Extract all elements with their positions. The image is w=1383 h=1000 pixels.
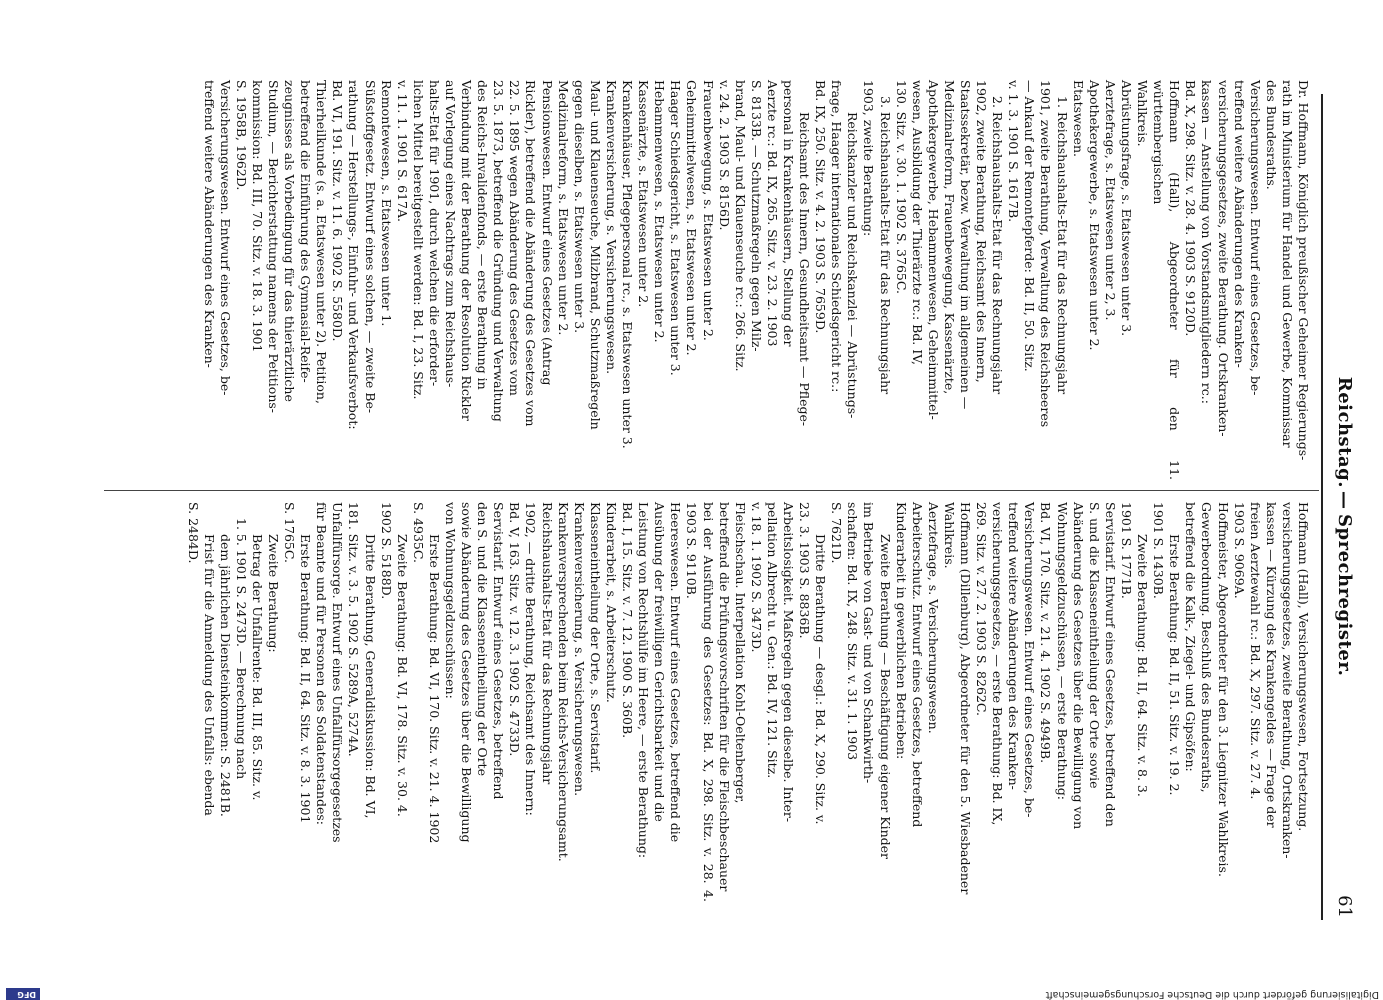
text-line: treffend weitere Abänderungen des Kranken- (1006, 502, 1022, 790)
text-line: dem jährlichen Diensteinkommen: S. 2481B. (217, 534, 233, 817)
text-line: Hoffmann (Hall), Versicherungswesen, Fortsetzung. (1296, 502, 1311, 832)
text-line: Gewerbeordnung. Beschluß des Bundesraths, (1199, 502, 1215, 793)
text-line: Erste Berathung: Bd. II, 51. Sitz. v. 19. 2. (1167, 534, 1183, 796)
text-line: 181. Sitz. v. 3. 5. 1902 S. 5289A, 5274A. (346, 502, 362, 757)
text-line: Wahlkreis. (1135, 80, 1151, 147)
text-line: Dritte Berathung, Generaldiskussion: Bd. VI, (362, 534, 378, 819)
text-line: Krankenhäuser, Pflegepersonal rc., s. Etatswesen unter 3. (620, 80, 636, 449)
text-line: Arbeiterschutz. Entwurf eines Gesetzes, betreffend (909, 502, 925, 828)
text-line: für Beamte und für Personen des Soldatenstandes: (314, 502, 330, 826)
text-line: 1902 S. 5188D. (378, 502, 394, 600)
text-line: den S. und die Klasseneintheilung der Orte (475, 502, 491, 776)
text-line: 1902, zweite Berathung, Reichsamt des Innern, (974, 80, 990, 383)
text-line: pellation Albrecht u. Gen.: Bd. IV, 121. Sitz. (764, 502, 780, 779)
text-line: Reichshaushalts-Etat für das Rechnungsjahr (539, 502, 555, 785)
text-line: zeugnisses als Vorbedingung für das thierärztliche (282, 80, 298, 402)
text-line: Arbeitslosigkeit. Maßregeln gegen dieselbe. Inter- (781, 502, 796, 823)
text-line: Betrag der Unfallrente: Bd. III, 85. Sitz. v. (249, 534, 265, 801)
text-line: brand, Maul- und Klauenseuche rc.: 266. Sitz. (732, 80, 748, 372)
text-line: Kinderarbeit, s. Arbeiterschutz. (603, 502, 619, 703)
text-line: Remontewesen, s. Etatswesen unter 1. (378, 80, 394, 327)
text-line: 1901 S. 1430B. (1151, 502, 1167, 599)
text-line: S. 2484D. (185, 502, 201, 564)
text-line: Aerztefrage, s. Versicherungswesen. (925, 502, 941, 734)
text-line: auf Vorlegung eines Nachtrags zum Reichshaus- (443, 80, 459, 388)
text-line: rathung — Herstellungs-, Einfuhr- und Verkaufsverbot: (346, 80, 362, 430)
text-line: 1. Reichshaushalts-Etat für das Rechnungsjahr (1054, 96, 1070, 395)
text-line: kassen — Kürzung des Krankengeldes — Frage der (1263, 502, 1279, 828)
text-line: Dritte Berathung — desgl.: Bd. X, 290. Sitz. v. (813, 534, 829, 825)
text-line: Wahlkreis. (941, 502, 957, 569)
text-line: personal in Krankenhäusern, Stellung der (781, 80, 796, 347)
text-line: Zweite Berathung: (266, 534, 281, 653)
text-line: wesen, Ausbildung der Thierärzte rc.: Bd. IV, (909, 80, 925, 366)
text-line: S. 4935C. (410, 502, 426, 563)
text-line: Kinderarbeit in gewerblichen Betrieben: (893, 502, 909, 760)
text-line: Apothekergewerbe, s. Etatswesen unter 2. (1086, 80, 1102, 351)
text-line: Zweite Berathung — Beschäftigung eigener Kinder (877, 534, 893, 859)
header-left: Reichstag. (1334, 376, 1355, 488)
text-line: 130. Sitz. v. 30. 1. 1902 S. 3765C. (893, 80, 909, 294)
text-line: Frist für die Anmeldung des Unfalls: ebenda (201, 534, 217, 816)
text-line: Rickler), betreffend die Abänderung des Gesetzes vom (523, 80, 539, 427)
text-line: Aerzte rc.: Bd. IX, 265. Sitz. v. 23. 2. 1903 (764, 80, 780, 347)
text-line: Thierheilkunde (s. a. Etatswesen unter 2). Petition, (314, 80, 330, 404)
text-line: Aerztefrage, s. Etatswesen unter 2, 3. (1102, 80, 1118, 321)
text-line: Frauenbewegung, s. Etatswesen unter 2. (700, 80, 716, 341)
text-line: Dr. Hoffmann, Königlich preußischer Geheimer Regierungs- (1296, 80, 1311, 461)
text-line: 23. 3. 1903 S. 8836B. (797, 502, 813, 639)
text-line: Staatssekretär, bezw. Verwaltung im allgemeinen — (958, 80, 974, 410)
text-line: 1903 S. 9069A. (1231, 502, 1247, 599)
text-line: 1902, — dritte Berathung, Reichsamt des Innern: (523, 502, 539, 816)
text-line: Abrüstungsfrage, s. Etatswesen unter 3. (1118, 80, 1134, 337)
page-number: 61 (1334, 895, 1355, 918)
text-line: Maul- und Klauenseuche, Milzbrand, Schutzmaßregeln (587, 80, 603, 430)
text-line: Unfallfürsorge. Entwurf eines Unfallfürsorgegesetzes (330, 502, 346, 843)
left-column (201, 80, 1311, 480)
text-line: von Wohnungsgeldzuschüssen: (443, 502, 459, 699)
text-line: Bd. VI, 170. Sitz. v. 21. 4. 1902 S. 4949B. (1038, 502, 1054, 764)
text-line: Verbindung mit der Berathung der Resolution Rickler (459, 80, 475, 421)
text-line: Fleischschau. Interpellation Kohl-Oeltenberger, (732, 502, 748, 804)
text-line: Versicherungswesen. Entwurf eines Gesetzes, be- (217, 80, 233, 396)
text-line: v. 11. 1. 1901 S. 617A. (394, 80, 410, 222)
text-line: 1. 5. 1901 S. 2473D. — Berechnung nach (233, 518, 249, 780)
text-line: Krankenversicherung, s. Versicherungswesen. (603, 80, 619, 375)
text-line: v. 1. 3. 1901 S. 1617B. (1006, 80, 1022, 223)
text-line: Zweite Berathung: Bd. II, 64. Sitz. v. 8. 3. (1135, 534, 1151, 797)
text-line: S. 8133B. — Schutzmaßregeln gegen Milz- (748, 80, 764, 352)
column-separator (104, 490, 1319, 491)
text-line: Kassenärzte, s. Etatswesen unter 2. (636, 80, 652, 308)
text-line: Geheimmittelwesen, s. Etatswesen unter 2. (684, 80, 700, 356)
text-line: Reichskanzler und Reichskanzlei — Abrüstungs- (845, 112, 861, 419)
text-line: rath im Ministerium für Handel und Gewerbe, Kommissar (1279, 80, 1295, 448)
text-line: Medizinalreform, s. Etatswesen unter 2. (555, 80, 571, 336)
text-line: Ausübung der freiwilligen Gerichtsbarkeit und die (652, 502, 668, 822)
text-line: Haager Schiedsgericht, s. Etatswesen unter 3. (668, 80, 684, 376)
text-line: des Reichs-Invalidenfonds, — erste Berathung in (475, 80, 491, 390)
text-line: Hebammenwesen, s. Etatswesen unter 2. (652, 80, 668, 343)
text-line: S. 7621D. (829, 502, 845, 564)
text-line: 23. 5. 1873, betreffend die Gründung und Verwaltung (491, 80, 507, 422)
text-line: schaften: Bd. IX, 248. Sitz. v. 31. 1. 1903 (845, 502, 861, 761)
text-line: Hoffmann (Dillenburg), Abgeordneter für den 5. Wiesbadener (958, 502, 974, 895)
text-line: treffend weitere Abänderungen des Kranken- (201, 80, 217, 368)
text-line: 2. Reichshaushalts-Etat für das Rechnungsjahr (990, 96, 1006, 395)
text-line: 1901, zweite Berathung, Verwaltung des Reichsheeres (1038, 80, 1054, 428)
text-line: Krankenversprechenden beim Reichs-Versicherungsamt. (555, 502, 571, 862)
text-line: 3. Reichshaushalts-Etat für das Rechnungsjahr (877, 96, 893, 395)
text-line: 1903, zweite Berathung: (861, 80, 877, 237)
text-line: versicherungsgesetzes, — erste Berathung: Bd. IX, (990, 502, 1006, 826)
text-line: versicherungsgesetzes, zweite Berathung, Ortskranken- (1279, 502, 1295, 859)
text-line: 269. Sitz. v. 27. 2. 1903 S. 8262C. (974, 502, 990, 716)
text-line: Hoffmeister, Abgeordneter für den 3. Liegnitzer Wahlkreis. (1215, 502, 1231, 877)
text-line: Apothekergewerbe, Hebammenwesen, Geheimmittel- (925, 80, 941, 420)
text-line: Krankenversicherung, s. Versicherungswesen. (571, 502, 587, 797)
text-line: v. 24. 2. 1903 S. 8156D. (716, 80, 732, 231)
text-line: freien Aerztewahl rc.: Bd. X, 297. Sitz. v. 27. 4. (1247, 502, 1263, 800)
text-line: Hoffmann (Hall), Abgeordneter für den 11. württembergischen (1151, 80, 1183, 480)
text-line: betreffend die Kalk-, Ziegel- und Gipsöfen: (1183, 502, 1199, 772)
text-line: Servistarif. Entwurf eines Gesetzes, betreffend (491, 502, 507, 800)
side-strip (0, 988, 1383, 1000)
text-line: Servistarif. Entwurf eines Gesetzes, betreffend den (1102, 502, 1118, 827)
text-line: im Betriebe von Gast- und von Schankwirth- (861, 502, 877, 784)
text-line: Wohnungsgeldzuschüssen, — erste Berathung: (1054, 502, 1070, 800)
text-line: Bd. VI, 191. Sitz. v. 11. 6. 1902 S. 5580D. (330, 80, 346, 342)
text-line: Bd. V, 163. Sitz. v. 12. 3. 1902 S. 4733D. (507, 502, 523, 757)
text-line: Abänderung des Gesetzes über die Bewilligung von (1070, 502, 1086, 830)
text-line: versicherungsgesetzes, zweite Berathung. Ortskranken- (1215, 80, 1231, 437)
text-line: S. und die Klasseneintheilung der Orte sowie (1086, 502, 1102, 789)
text-line: Leistung von Rechtshülfe im Heere, — erste Berathung: (636, 502, 652, 859)
text-line: sowie Abänderung des Gesetzes über die Bewilligung (459, 502, 475, 843)
text-line: Bd. X, 298. Sitz. v. 28. 4. 1903 S. 9120D. (1183, 80, 1199, 337)
text-line: 1901 S. 1771B. (1118, 502, 1134, 599)
text-line: 22. 5. 1895 wegen Abänderung des Gesetzes vom (507, 80, 523, 396)
text-line: v. 18. 1. 1902 S. 3473D. (748, 502, 764, 653)
text-line: lichen Mittel bereitgestellt werden: Bd. I, 23. Sitz. (410, 80, 426, 400)
text-line: Süßstoffgesetz. Entwurf eines solchen, — zweite Be- (362, 80, 378, 414)
text-line: S. 1958B, 1962D. (233, 80, 249, 191)
text-line: Pensionswesen. Entwurf eines Gesetzes (Antrag (539, 80, 555, 386)
text-line: Versicherungswesen. Entwurf eines Gesetzes, be- (1247, 80, 1263, 396)
text-line: Versicherungswesen. Entwurf eines Gesetzes, be- (1022, 502, 1038, 818)
text-line: — Ankauf der Remontepferde: Bd. II, 50. Sitz. (1022, 80, 1038, 372)
text-line: bei der Ausführung des Gesetzes: Bd. X, 298. Sitz. v. 28. 4. 1903 S. 9110B. (684, 502, 716, 902)
header-dash: — (1334, 491, 1355, 509)
text-line: treffend weitere Abänderungen des Kranken- (1231, 80, 1247, 368)
text-line: Studium, — Berichterstattung namens der Petitions- (266, 80, 281, 414)
dfg-logo-text: DFG (17, 990, 36, 999)
text-line: Erste Berathung: Bd. VI, 170. Sitz. v. 21. 4. 1902 (426, 534, 442, 844)
text-line: betreffend die Prüfungsvorschriften für die Fleischbeschauer (716, 502, 732, 892)
text-line: Etatswesen. (1070, 80, 1086, 157)
running-header (1321, 100, 1355, 918)
text-line: Zweite Berathung: Bd. VI, 178. Sitz. v. 30. 4. (394, 534, 410, 817)
right-column (184, 502, 1311, 902)
text-line: frage, Haager internationales Schiedsgericht rc.: (829, 80, 845, 393)
text-line: Reichsamt des Innern, Gesundheitsamt — Pflege- (797, 112, 813, 427)
text-line: des Bundesraths. (1263, 80, 1279, 190)
text-line: Heereswesen. Entwurf eines Gesetzes, betreffend die (668, 502, 684, 843)
dfg-logo (6, 988, 40, 1000)
digitization-note: Digitalisierung gefördert durch die Deutsche Forschungsgemeinschaft (1045, 989, 1379, 1000)
header-rule (1321, 94, 1323, 920)
text-line: Klasseneintheilung der Orte, s. Servistarif. (587, 502, 603, 774)
text-line: betreffend die Einführung des Gymnasial-Reife- (298, 80, 314, 383)
text-line: Bd. I, 15. Sitz. v. 7. 12. 1900 S. 360B. (620, 502, 636, 739)
text-line: halts-Etat für 1901, durch welchen die erforder- (426, 80, 442, 387)
text-line: kommission: Bd. III, 70. Sitz. v. 18. 3. 1901 (249, 80, 265, 353)
text-line: Erste Berathung: Bd. II, 64. Sitz. v. 8. 3. 1901 (298, 534, 314, 824)
header-right: Sprechregister. (1334, 514, 1355, 677)
text-line: S. 1765C. (282, 502, 298, 563)
text-line: kassen — Anstellung von Vorstandsmitgliedern rc.: (1199, 80, 1215, 404)
text-line: Bd. IX, 250. Sitz. v. 4. 2. 1903 S. 7659D. (813, 80, 829, 334)
text-line: gegen dieselben, s. Etatswesen unter 3. (571, 80, 587, 334)
text-line: Medizinalreform, Frauenbewegung, Kassenärzte, (941, 80, 957, 395)
